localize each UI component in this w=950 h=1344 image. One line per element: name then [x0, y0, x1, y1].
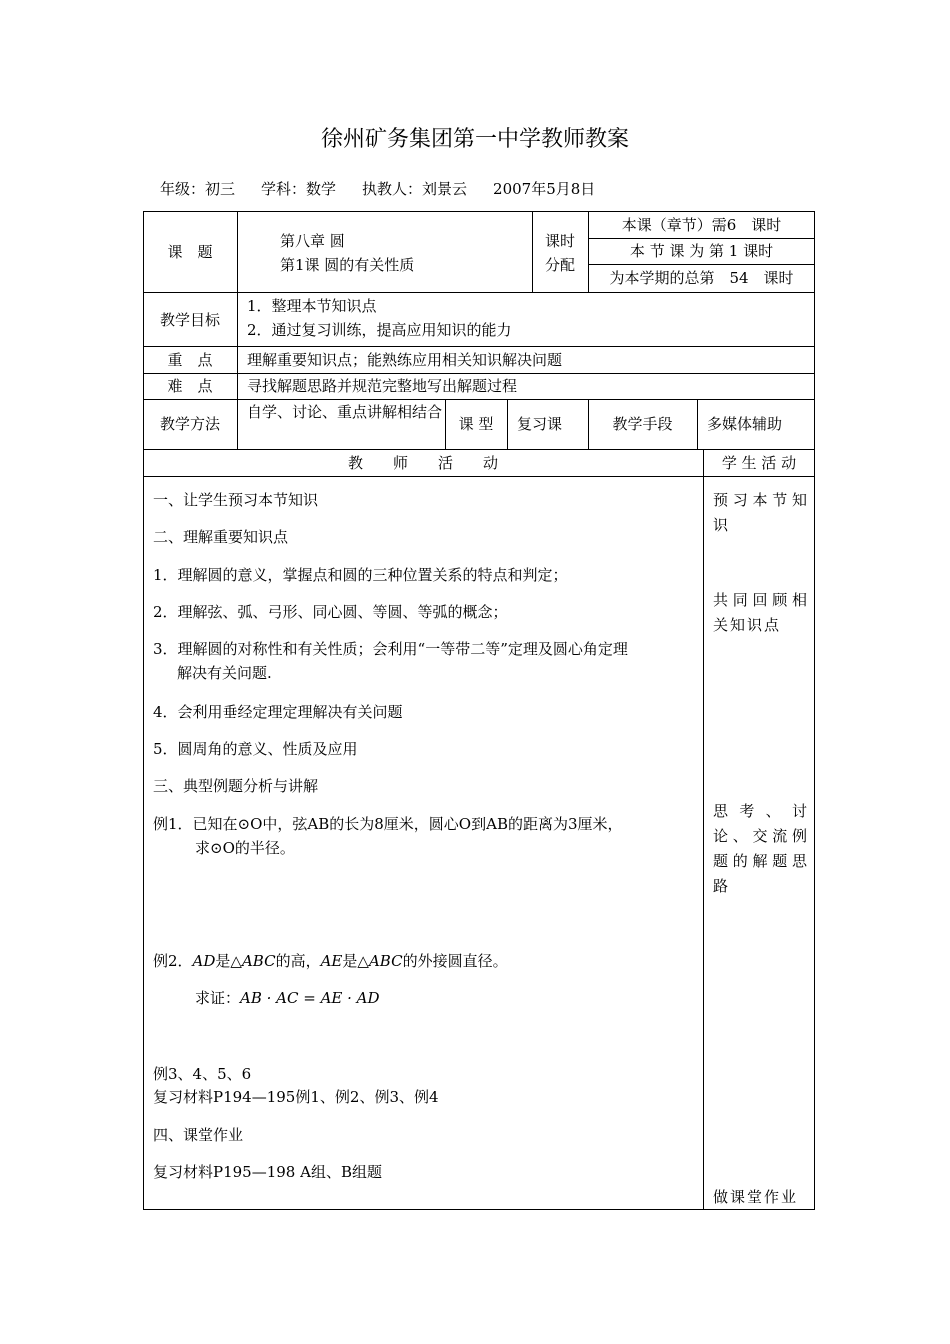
- period-row-1: 本课（章节）需6 课时: [621, 216, 782, 234]
- lesson-type-label: 课 型: [458, 415, 494, 433]
- goal-item-2: 2．通过复习训练，提高应用知识的能力: [247, 321, 512, 339]
- example-1-line-1: 例1．已知在⊙O中，弦AB的长为8厘米，圆心O到AB的距离为3厘米，: [153, 815, 623, 833]
- proof-statement: [195, 986, 380, 1010]
- example-3-6: 例3、4、5、6: [153, 1065, 252, 1083]
- meta-line: [160, 178, 621, 199]
- example-2-prefix: 例2．: [153, 952, 193, 970]
- date: 2007年5月8日: [493, 180, 596, 198]
- grid-line: [143, 399, 815, 400]
- student-activity-3: 思考、讨论、交流例题的解题思路: [713, 802, 809, 895]
- key-point-text: 理解重要知识点；能熟练应用相关知识解决问题: [247, 351, 563, 369]
- section-1: 一、让学生预习本节知识: [153, 491, 319, 509]
- means-value: 多媒体辅助: [707, 415, 783, 433]
- student-activity-1: 预习本节知识: [713, 491, 809, 534]
- period-row-3: 为本学期的总第 54 课时: [609, 269, 794, 287]
- student-activity-4: 做课堂作业: [713, 1188, 799, 1206]
- example-2-text: 的外接圆直径。: [402, 952, 508, 970]
- point-3-line-1: 3．理解圆的对称性和有关性质；会利用“一等带二等”定理及圆心角定理: [153, 640, 628, 658]
- key-point-label: 重 点: [167, 351, 213, 369]
- grid-line: [143, 449, 815, 450]
- example-1-line-2: 求⊙O的半径。: [195, 839, 295, 857]
- example-2-ae: AE: [320, 952, 343, 970]
- proof-formula: AB · AC = AE · AD: [240, 989, 380, 1007]
- point-2: 2．理解弦、弧、弓形、同心圆、等圆、等弧的概念；: [153, 603, 508, 621]
- example-2-abc: ABC: [368, 952, 403, 970]
- goal-item-1: 1．整理本节知识点: [247, 297, 377, 315]
- period-label-2: 分配: [544, 256, 575, 274]
- grid-line: [697, 399, 698, 449]
- student-activity-header: 学 生 活 动: [721, 454, 797, 472]
- grid-line: [703, 449, 704, 1210]
- goals-label: 教学目标: [159, 311, 220, 329]
- method-text: 自学、讨论、重点讲解相结合: [247, 403, 443, 421]
- period-label-1: 课时: [544, 232, 575, 250]
- lesson-type-value: 复习课: [517, 415, 563, 433]
- proof-prefix: 求证：: [195, 989, 241, 1007]
- topic-line-2: 第1课 圆的有关性质: [280, 256, 415, 274]
- example-2-ad: AD: [192, 952, 216, 970]
- section-2: 二、理解重要知识点: [153, 528, 289, 546]
- teacher-name: 执教人：刘景云: [362, 180, 468, 198]
- point-5: 5．圆周角的意义、性质及应用: [153, 740, 358, 758]
- grid-line: [507, 399, 508, 449]
- example-2-abc: ABC: [241, 952, 276, 970]
- example-2-text: 是△: [342, 952, 369, 970]
- point-4: 4．会利用垂经定理定理解决有关问题: [153, 703, 403, 721]
- topic-line-1: 第八章 圆: [280, 232, 345, 250]
- point-3-line-2: 解决有关问题.: [177, 664, 272, 682]
- period-row-2: 本 节 课 为 第 1 课时: [629, 242, 774, 260]
- grade: 年级：初三: [160, 180, 236, 198]
- grid-line: [588, 264, 815, 265]
- example-2: [153, 949, 508, 973]
- reference-1: 复习材料P194—195例1、例2、例3、例4: [153, 1088, 439, 1106]
- means-label: 教学手段: [612, 415, 673, 433]
- doc-title: 徐州矿务集团第一中学教师教案: [320, 127, 629, 152]
- grid-line: [143, 346, 815, 347]
- grid-line: [143, 476, 815, 477]
- topic-label: 课 题: [167, 243, 213, 261]
- difficulty-text: 寻找解题思路并规范完整地写出解题过程: [247, 377, 518, 395]
- reference-2: 复习材料P195—198 A组、B组题: [153, 1163, 382, 1181]
- point-1: 1．理解圆的意义，掌握点和圆的三种位置关系的特点和判定；: [153, 566, 568, 584]
- difficulty-label: 难 点: [167, 377, 213, 395]
- grid-line: [143, 292, 815, 293]
- section-4: 四、课堂作业: [153, 1126, 244, 1144]
- teacher-activity-header: 教 师 活 动: [347, 454, 498, 472]
- grid-line: [237, 211, 238, 449]
- student-activity-2: 共同回顾相关知识点: [713, 591, 809, 634]
- example-2-text: 的高，: [275, 952, 321, 970]
- method-label: 教学方法: [159, 415, 220, 433]
- subject: 学科：数学: [261, 180, 337, 198]
- section-3: 三、典型例题分析与讲解: [153, 777, 319, 795]
- example-2-text: 是△: [215, 952, 242, 970]
